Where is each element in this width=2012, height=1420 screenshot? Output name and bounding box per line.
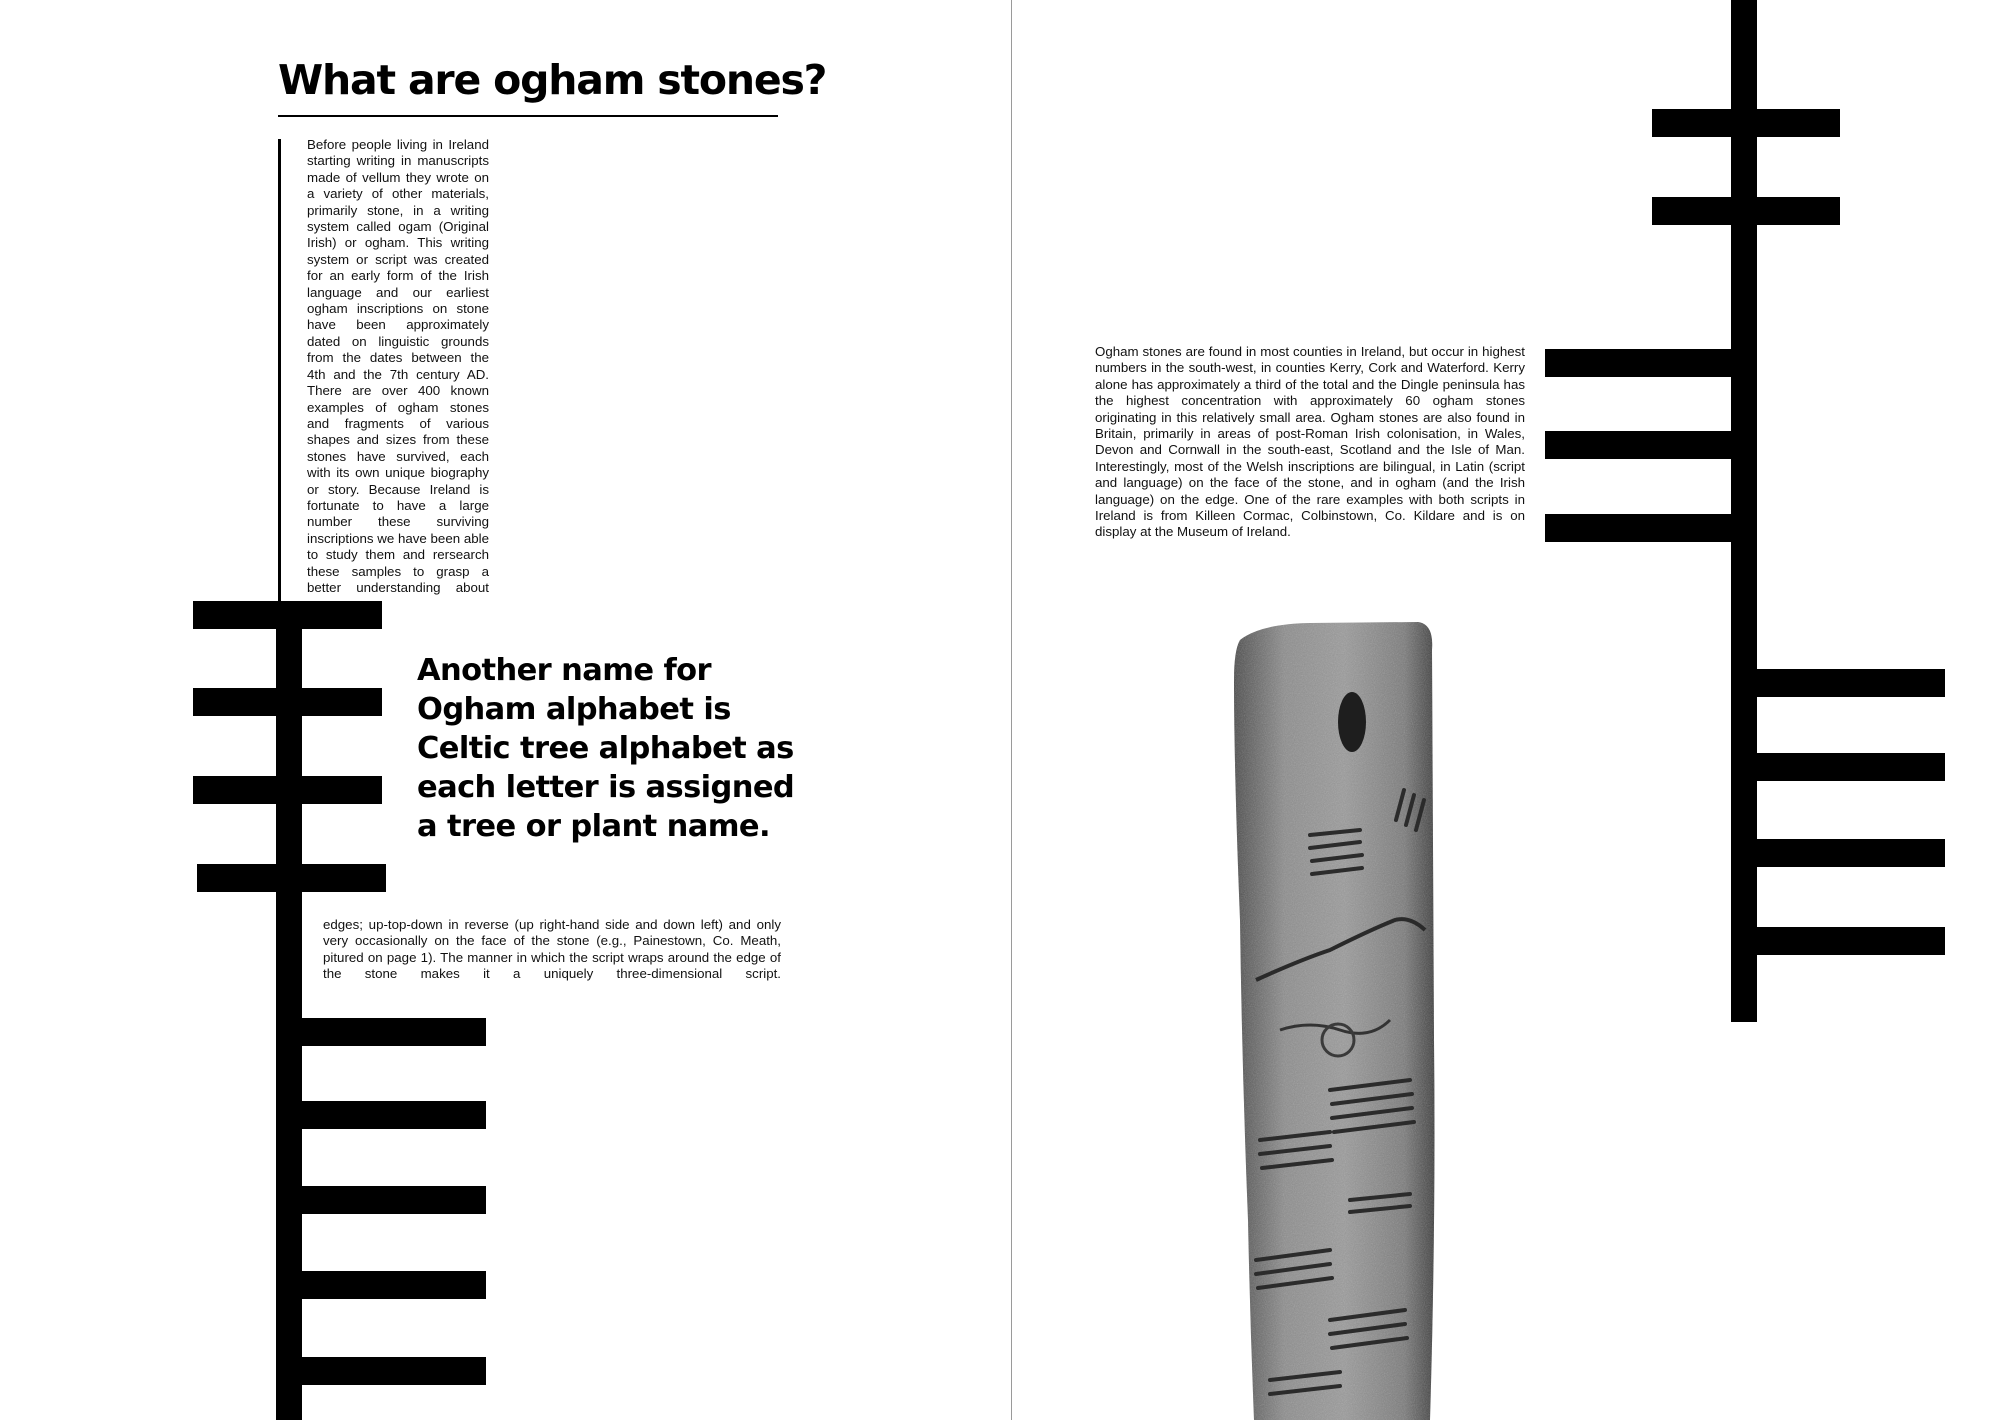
ogham-stroke <box>1545 349 1757 377</box>
intro-body-text <box>307 137 779 597</box>
ogham-stroke <box>1545 514 1757 542</box>
title-underline <box>278 115 778 117</box>
ogham-stroke <box>276 1186 486 1214</box>
ogham-stroke <box>276 1101 486 1129</box>
ogham-stroke <box>1652 109 1840 137</box>
text-stemline <box>278 139 281 601</box>
pull-quote: Another name for Ogham alphabet is Celtic tree alphabet as each letter is assigned a tree or plant name. <box>417 653 795 844</box>
ogham-stroke <box>193 688 382 716</box>
ogham-stroke <box>197 864 386 892</box>
ogham-stroke <box>276 1357 486 1385</box>
ogham-stroke <box>276 1018 486 1046</box>
page-title: What are ogham stones? <box>278 56 827 104</box>
ogham-stroke <box>1731 927 1945 955</box>
page-gutter <box>1011 0 1012 1420</box>
ogham-stemline-right <box>1731 0 1757 1022</box>
ogham-stroke <box>276 1271 486 1299</box>
ogham-stroke <box>1652 197 1840 225</box>
ogham-stroke <box>1731 753 1945 781</box>
ogham-stroke <box>1545 431 1757 459</box>
continued-body-text: edges; up-top-down in reverse (up right-hand side and down left) and only very occasionally on the face of the stone (e.g., Painestown, Co. Meath, pitured on page 1). The manner in which the script wraps around the edge of the stone makes it a uniquely three-dimensional script. <box>323 917 781 982</box>
ogham-stone-photo <box>1220 620 1470 1420</box>
ogham-stroke <box>193 776 382 804</box>
ogham-stroke <box>1731 839 1945 867</box>
distribution-body-text: Ogham stones are found in most counties in Ireland, but occur in highest numbers in the south-west, in counties Kerry, Cork and Waterford. Kerry alone has approximately a third of the total and the Dingle peninsula has the highest concentration with approximately 60 ogham stones originating in this relatively small area. Ogham stones are also found in Britain, primarily in areas of post-Roman Irish colonisation, in Wales, Devon and Cornwall in the south-east, Scotland and the Isle of Man. Interestingly, most of the Welsh inscriptions are bilingual, in Latin (script and language) on the face of the stone, and in ogham (and the Irish language) on the edge. One of the rare examples with both scripts in Ireland is from Killeen Cormac, Colbinstown, Co. Kildare and is on display at the Museum of Ireland. <box>1095 344 1525 540</box>
intro-paragraph: Before people living in Ireland starting writing in manuscripts made of vellum they wrote on a variety of other materials, primarily stone, in a writing system called ogam (Original Irish) or ogham. This writing system or script was created for an early form of the Irish language and our earliest ogham inscriptions on stone have been approximately dated on linguistic grounds from the dates between the 4th and the 7th century AD. There are over 400 known examples of ogham stones and fragments of various shapes and sizes from these stones have survived, each with its own unique biography or story. Because Ireland is fortunate to have a large number these surviving inscriptions we have been able to study them and rersearch these samples to grasp a better understanding about <box>307 137 489 595</box>
ogham-stroke <box>1731 669 1945 697</box>
ogham-stroke <box>193 601 382 629</box>
